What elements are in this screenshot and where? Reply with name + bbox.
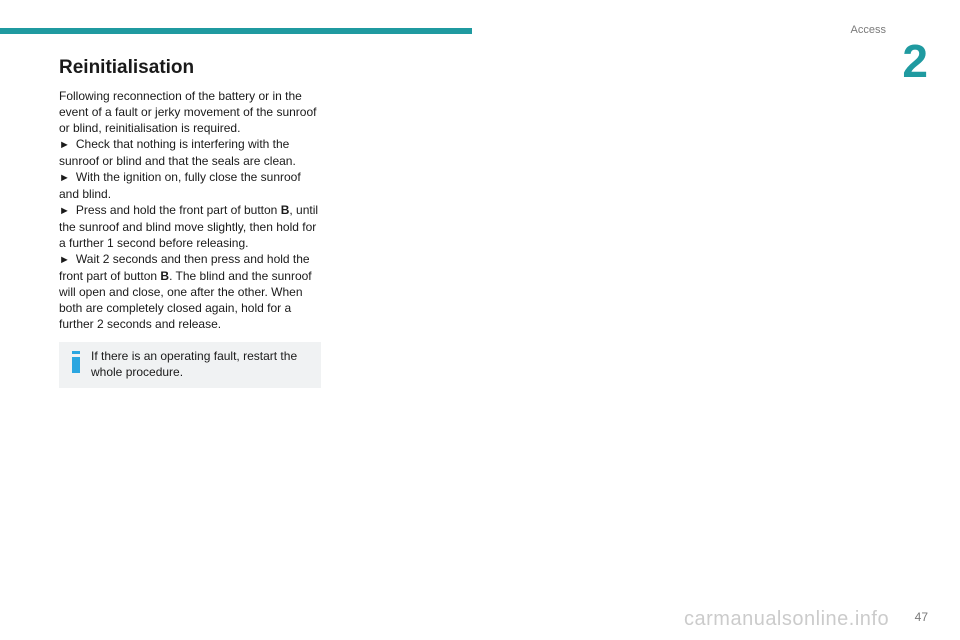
step-text: Press and hold the front part of button: [75, 203, 281, 217]
step-text-continued: . The blind and the sunroof will open and close, one after the other. When both are completely closed again, hold for a further 2 seconds and release.: [59, 269, 312, 331]
info-note: [59, 342, 321, 388]
step-item: [59, 169, 323, 202]
info-icon: [72, 351, 80, 373]
step-arrow-icon: ►: [59, 205, 70, 217]
watermark: carmanualsonline.info: [684, 608, 890, 630]
intro-paragraph: Following reconnection of the battery or in the event of a fault or jerky movement of the sunroof or blind, reinitialisation is required.: [59, 89, 317, 135]
note-text: If there is an operating fault, restart the whole procedure.: [91, 349, 298, 379]
step-text: Check that nothing is interfering with the sunroof or blind and that the seals are clean.: [59, 137, 296, 168]
step-item: [59, 136, 323, 169]
button-ref: B: [160, 269, 170, 283]
step-text: Wait 2 seconds and then press and hold the front part of button: [59, 252, 310, 283]
chapter-number: 2: [902, 35, 928, 87]
page-title: Reinitialisation: [59, 57, 195, 78]
header-accent-bar: [0, 28, 472, 34]
step-item: [59, 251, 323, 332]
main-content: [59, 56, 323, 388]
step-text: With the ignition on, fully close the sunroof and blind.: [59, 170, 301, 201]
step-arrow-icon: ►: [59, 254, 70, 266]
button-ref: B: [280, 203, 290, 217]
step-text-continued: , until the sunroof and blind move slightly, then hold for a further 1 second before releasing.: [59, 203, 319, 250]
step-item: [59, 202, 323, 251]
page-number: 47: [914, 610, 928, 624]
step-arrow-icon: ►: [59, 172, 70, 184]
step-arrow-icon: ►: [59, 139, 70, 151]
section-name: Access: [850, 24, 886, 36]
